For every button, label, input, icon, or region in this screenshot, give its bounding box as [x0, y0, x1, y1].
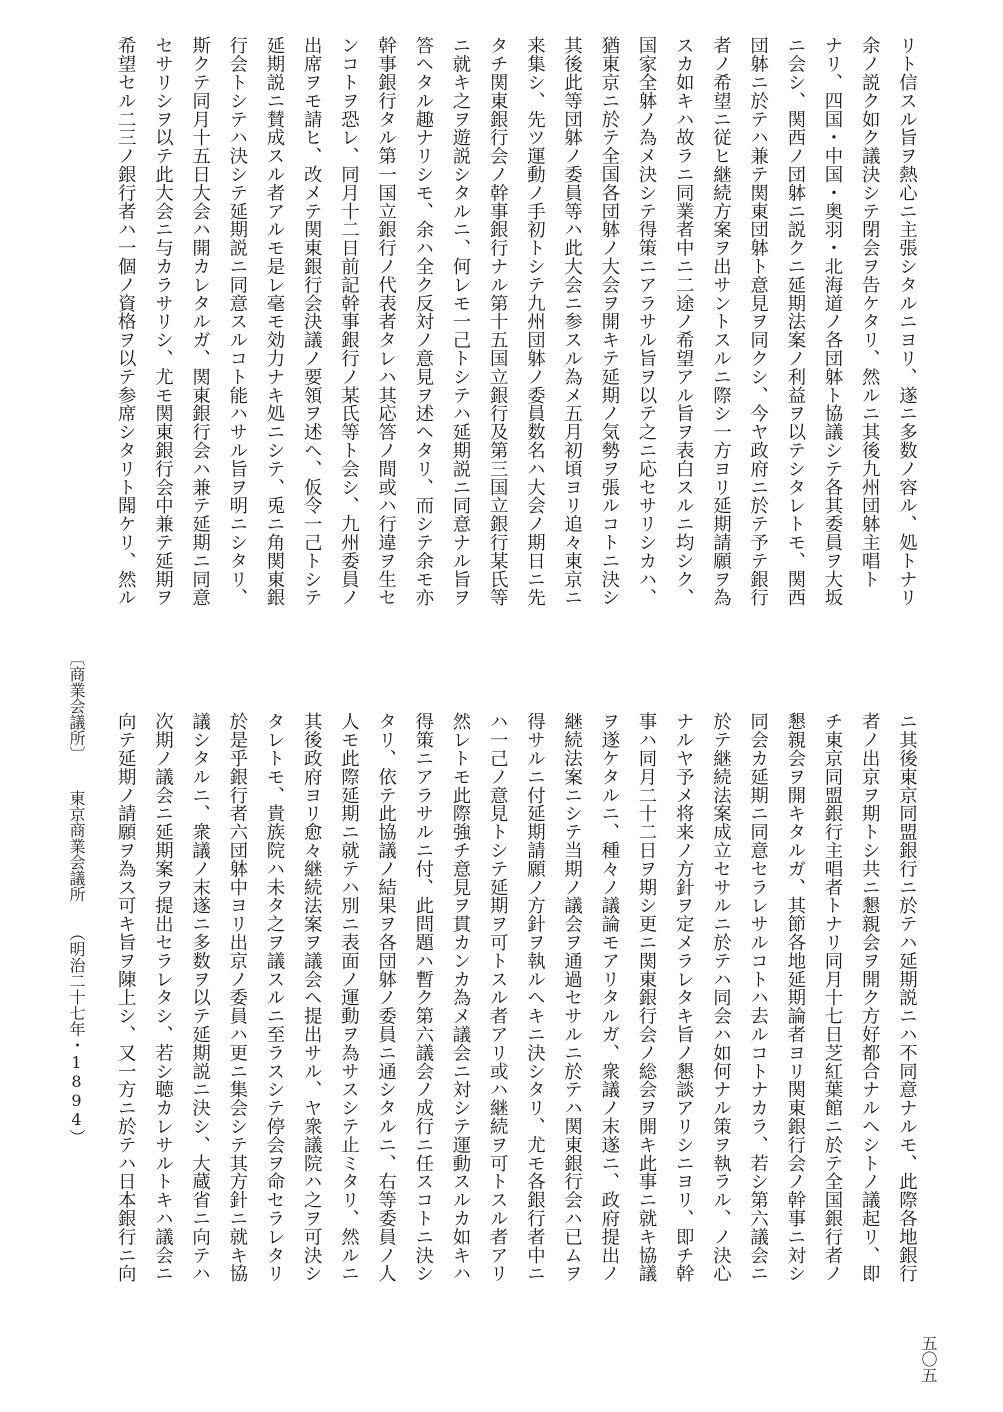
text-column: 得策ニアラサルニ付、此問題ハ暫ク第六議会ノ成行ニ任スコトニ決シ [412, 712, 434, 1283]
text-column: 人モ此際延期ニ就テハ別ニ表面ノ運動ヲ為サスシテ止ミタリ、然ルニ [338, 712, 360, 1283]
text-column: ニ其後東京同盟銀行ニ於テハ延期説ニハ不同意ナルモ、此際各地銀行 [896, 712, 918, 1283]
text-column: 猶東京ニ於テ全国各団躰ノ大会ヲ開キテ延期ノ気勢ヲ張ルコトニ決シ [598, 36, 620, 607]
text-column: 其後此等団躰ノ委員等ハ此大会ニ参スル為メ五月初頃ヨリ追々東京ニ [561, 36, 583, 607]
text-column: スカ如キハ故ラニ同業者中ニ二途ノ希望アル旨ヲ表白スルニ均シク、 [673, 36, 695, 607]
text-column: 懇親会ヲ開キタルガ、其節各地延期論者ヨリ関東銀行会ノ幹事ニ対シ [784, 712, 806, 1283]
text-column: ニ就キ之ヲ遊説シタルニ、何レモ一己トシテハ延期説ニ同意ナル旨ヲ [450, 36, 471, 607]
text-column: 団躰ニ於テハ兼テ関東団躰ト意見ヲ同クシ、今ヤ政府ニ於テ予テ銀行 [747, 36, 769, 607]
text-column: ナリ、四国・中国・奥羽・北海道ノ各団躰ト協議シテ各其委員ヲ大坂 [822, 36, 843, 607]
text-column: 同会カ延期ニ同意セラレサルコトハ去ルコトナカラ、若シ第六議会ニ [747, 712, 769, 1283]
page-number: 五〇五 [919, 1335, 938, 1383]
text-column: 出席ヲモ請ヒ、改メテ関東銀行会決議ノ要領ヲ述ヘ、仮令一己トシテ [301, 36, 323, 607]
text-column: チ東京同盟銀行主唱者トナリ同月十七日芝紅葉館ニ於テ全国銀行者ノ [822, 712, 843, 1283]
text-column: 者ノ希望ニ従ヒ継続方案ヲ出サントスルニ際シ一方ヨリ延期請願ヲ為 [710, 36, 732, 607]
text-column: 次期ノ議会ニ延期案ヲ提出セラレタシ、若シ聴カレサルトキハ議会ニ [152, 712, 174, 1283]
text-column: ニ会シ、関西ノ団躰ニ説クニ延期法案ノ利益ヲ以テシタレトモ、関西 [784, 36, 806, 607]
running-head-title: 東京商業会議所 [67, 790, 86, 902]
text-column: 於是乎銀行者六団躰中ヨリ出京ノ委員ハ更ニ集会シテ其方針ニ就キ協 [226, 712, 248, 1283]
text-column: 継続法案ニシテ当期ノ議会ヲ通過セサルニ於テハ関東銀行会ハ已ムヲ [561, 712, 583, 1283]
text-column: 延期説ニ賛成スル者アルモ是レ毫モ効力ナキ処ニシテ、兎ニ角関東銀 [264, 36, 285, 607]
running-head-section: 〔商業会議所〕 [67, 650, 86, 762]
running-head-year: （明治二十七年・1894） [67, 925, 86, 1145]
text-column: ンコトヲ恐レ、同月十二日前記幹事銀行ノ某氏等ト会シ、九州委員ノ [338, 36, 360, 607]
text-column: 得サルニ付延期請願ノ方針ヲ執ルヘキニ決シタリ、尤モ各銀行者中ニ [524, 712, 546, 1283]
text-column: 向テ延期ノ請願ヲ為ス可キ旨ヲ陳上シ、又一方ニ於テハ日本銀行ニ向 [115, 712, 137, 1283]
text-column: ヲ遂ケタルニ、種々ノ議論モアリタルガ、衆議ノ末遂ニ、政府提出ノ [598, 712, 620, 1283]
text-column: 行会トシテハ決シテ延期説ニ同意スルコト能ハサル旨ヲ明ニシタリ、 [226, 36, 248, 607]
text-column: 来集シ、先ツ運動ノ手初トシテ九州団躰ノ委員数名ハ大会ノ期日ニ先 [524, 36, 546, 607]
text-column: リト信スル旨ヲ熱心ニ主張シタルニヨリ、遂ニ多数ノ容ル、処トナリ [896, 36, 918, 607]
text-column: セサリシヲ以テ此大会ニ与カラサリシ、尤モ関東銀行会中兼テ延期ヲ [152, 36, 174, 607]
text-column: 国家全躰ノ為メ決シテ得策ニアラサル旨ヲ以テ之ニ応セサリシカハ、 [636, 36, 657, 607]
text-column: 希望セル二三ノ銀行者ハ一個ノ資格ヲ以テ参席シタリト聞ケリ、然ル [115, 36, 137, 607]
text-column: 者ノ出京ヲ期トシ共ニ懇親会ヲ開ク方好都合ナルヘシトノ議起リ、即 [859, 712, 881, 1283]
text-column: タチ関東銀行会ノ幹事銀行ナル第十五国立銀行及第三国立銀行某氏等 [487, 36, 509, 607]
text-column: 於テ継続法案成立セサルニ於テハ同会ハ如何ナル策ヲ執ラル、ノ決心 [710, 712, 732, 1283]
text-column: ナルヤ予メ将来ノ方針ヲ定メラレタキ旨ノ懇談アリシニヨリ、即チ幹 [673, 712, 695, 1283]
text-column: 其後政府ヨリ愈々継続法案ヲ議会ヘ提出サル、ヤ衆議院ハ之ヲ可決シ [301, 712, 323, 1283]
text-column: 斯クテ同月十五日大会ハ開カレタルガ、関東銀行会ハ兼テ延期ニ同意 [189, 36, 211, 607]
text-column: 幹事銀行タル第一国立銀行ノ代表者タレハ其応答ノ間或ハ行違ヲ生セ [375, 36, 397, 607]
text-column: タレトモ、貴族院ハ未タ之ヲ議スルニ至ラスシテ停会ヲ命セラレタリ [264, 712, 285, 1283]
text-column: タリ、依テ此協議ノ結果ヲ各団躰ノ委員ニ通シタルニ、右等委員ノ人 [375, 712, 397, 1283]
text-column: 議シタルニ、衆議ノ末遂ニ多数ヲ以テ延期説ニ決シ、大蔵省ニ向テハ [189, 712, 211, 1283]
text-column: 事ハ同月二十二日ヲ期シ更ニ関東銀行会ノ総会ヲ開キ此事ニ就キ協議 [636, 712, 657, 1283]
text-column: 余ノ説ク如ク議決シテ閉会ヲ告ケタリ、然ルニ其後九州団躰主唱ト [859, 36, 881, 588]
text-column: 答ヘタル趣ナリシモ、余ハ全ク反対ノ意見ヲ述ヘタリ、而シテ余モ亦 [412, 36, 434, 607]
text-column: 然レトモ此際強チ意見ヲ貫カンカ為メ議会ニ対シテ運動スルカ如キハ [450, 712, 471, 1283]
text-column: ハ一己ノ意見トシテ延期ヲ可トスル者アリ或ハ継続ヲ可トスル者アリ [487, 712, 509, 1283]
